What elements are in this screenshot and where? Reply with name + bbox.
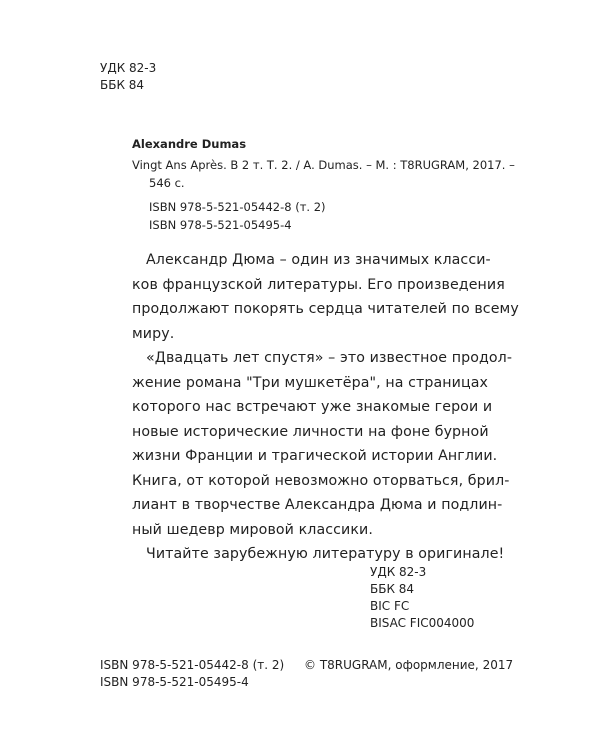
annotation-line: лиант в творчестве Александра Дюма и подлин-	[132, 497, 503, 513]
author-name: Alexandre Dumas	[132, 137, 247, 151]
top-classification-codes	[100, 60, 156, 94]
isbn-block	[149, 198, 326, 234]
annotation-line: жизни Франции и трагической истории Англии.	[132, 448, 498, 464]
annotation-paragraph-2	[132, 346, 513, 542]
bottom-isbn-set: ISBN 978-5-521-05495-4	[100, 675, 249, 689]
bbk-code-right: ББК 84	[370, 582, 415, 596]
isbn-set: ISBN 978-5-521-05495-4	[149, 218, 292, 232]
annotation-paragraph-3	[132, 542, 505, 567]
annotation-line: новые исторические личности на фоне бурной	[132, 423, 489, 440]
annotation	[132, 248, 519, 567]
isbn-volume: ISBN 978-5-521-05442-8 (т. 2)	[149, 200, 326, 214]
bbk-code: ББК 84	[100, 78, 145, 92]
annotation-paragraph-1	[132, 248, 519, 346]
annotation-line: «Двадцать лет спустя» – это известное продол-	[146, 350, 513, 366]
annotation-line: миру.	[132, 325, 175, 342]
bibliographic-description: Vingt Ans Après. В 2 т. Т. 2. / A. Dumas. – М. : T8RUGRAM, 2017. –	[132, 158, 515, 172]
page-count: 546 с.	[149, 176, 185, 190]
annotation-line: продолжают покорять сердца читателей по всему	[132, 301, 519, 317]
bic-code: BIC FC	[370, 599, 410, 613]
annotation-line: ный шедевр мировой классики.	[132, 521, 373, 538]
annotation-line: Читайте зарубежную литературу в оригинале!	[146, 546, 505, 562]
udk-code: УДК 82-3	[100, 61, 157, 75]
annotation-line: жение романа "Три мушкетёра", на страницах	[132, 374, 489, 391]
right-classification-codes	[370, 564, 474, 632]
bottom-isbn-block	[100, 657, 284, 691]
bisac-code: BISAC FIC004000	[370, 616, 475, 630]
annotation-line: которого нас встречают уже знакомые герои и	[132, 399, 493, 415]
annotation-line: Александр Дюма – один из значимых класси-	[146, 252, 491, 268]
annotation-line: ков французской литературы. Его произведения	[132, 276, 505, 293]
copyright-notice: © T8RUGRAM, оформление, 2017	[304, 658, 514, 672]
annotation-line: Книга, от которой невозможно оторваться, брил-	[132, 472, 510, 489]
bottom-isbn-volume: ISBN 978-5-521-05442-8 (т. 2)	[100, 658, 285, 672]
udk-code-right: УДК 82-3	[370, 565, 427, 579]
